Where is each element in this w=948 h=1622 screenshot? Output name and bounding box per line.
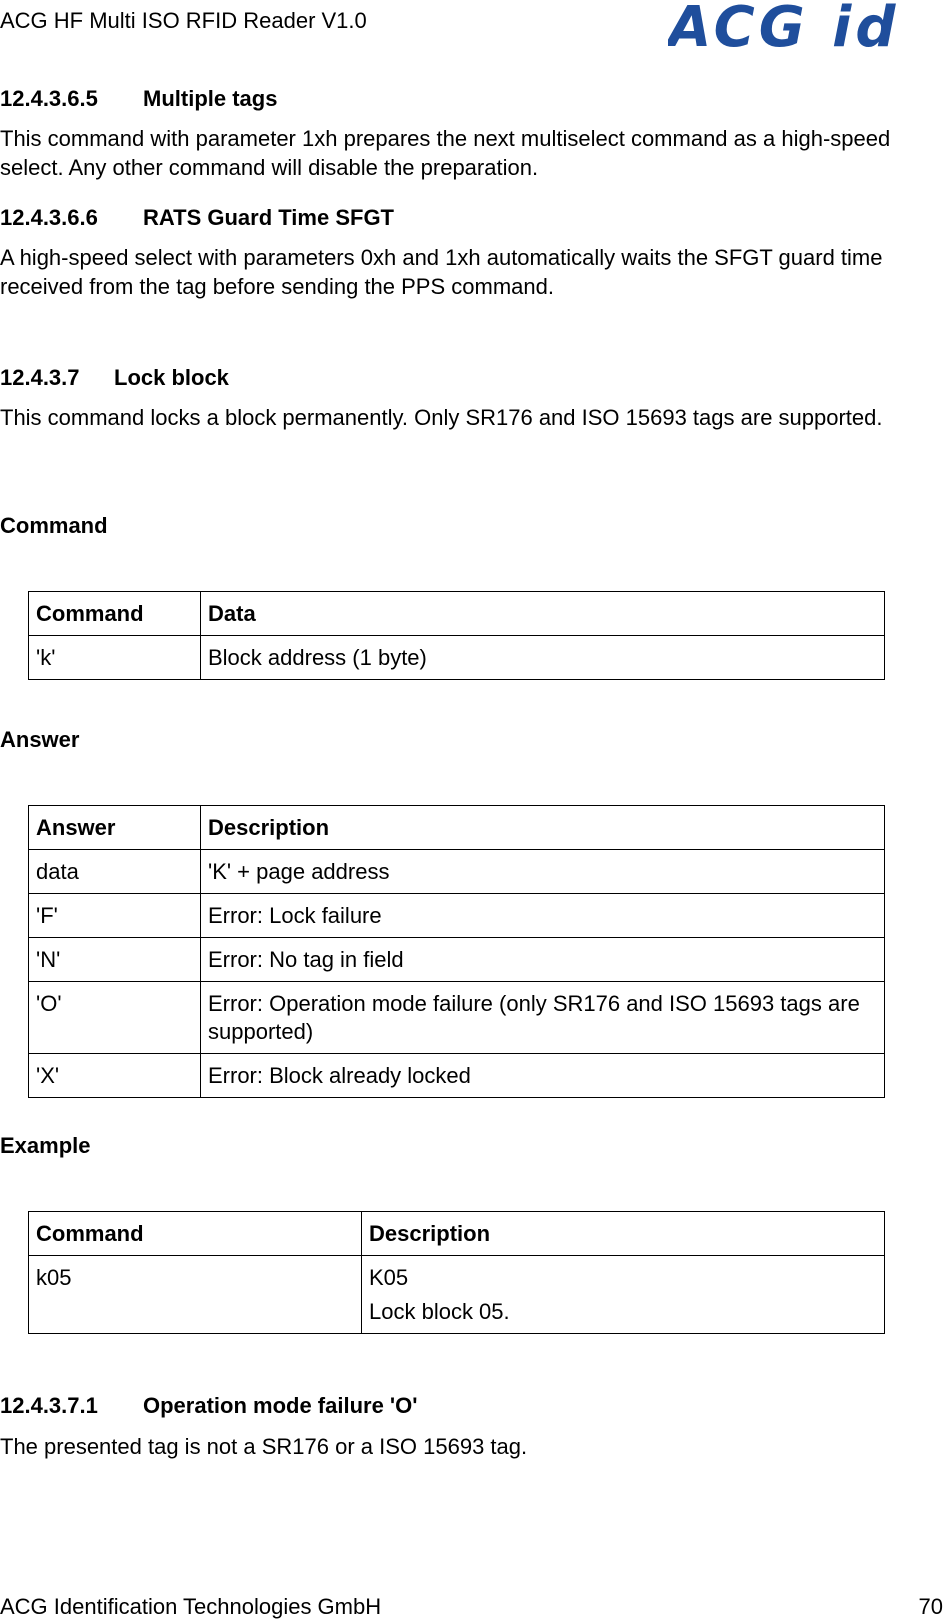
- table-cell: [362, 1256, 885, 1334]
- example-label: Example: [0, 1133, 91, 1158]
- table-header-row: [29, 1212, 885, 1256]
- table-cell: 'K' + page address: [201, 850, 885, 894]
- section-number: 12.4.3.6.6: [0, 205, 98, 230]
- paragraph-operation-mode-failure: The presented tag is not a SR176 or a ISO 15693 tag.: [0, 1434, 528, 1459]
- acg-id-logo: [668, 2, 918, 55]
- section-title: Operation mode failure 'O': [143, 1393, 418, 1418]
- table-header-row: [29, 806, 885, 850]
- table-row: [29, 982, 885, 1054]
- command-table: [28, 591, 885, 680]
- table-cell: Block address (1 byte): [201, 636, 885, 680]
- table-cell: 'F': [29, 894, 201, 938]
- table-row: [29, 894, 885, 938]
- answer-label: Answer: [0, 727, 80, 752]
- paragraph-multiple-tags: This command with parameter 1xh prepares the next multiselect command as a high-speed select. Any other command will disable the preparation.: [0, 126, 891, 180]
- table-cell: Error: No tag in field: [201, 938, 885, 982]
- table-cell: 'O': [29, 982, 201, 1054]
- table-cell: 'N': [29, 938, 201, 982]
- table-cell: Error: Lock failure: [201, 894, 885, 938]
- paragraph-lock-block: This command locks a block permanently. Only SR176 and ISO 15693 tags are supported.: [0, 405, 883, 430]
- section-heading-operation-mode-failure: [0, 1393, 418, 1419]
- table-row: [29, 1256, 885, 1334]
- table-row: [29, 636, 885, 680]
- section-number: 12.4.3.7: [0, 365, 80, 390]
- table-row: [29, 1054, 885, 1098]
- table-header-cell: Command: [29, 1212, 362, 1256]
- table-row: [29, 938, 885, 982]
- paragraph-rats-guard-time: A high-speed select with parameters 0xh and 1xh automatically waits the SFGT guard time received from the tag before sending the PPS command.: [0, 245, 883, 299]
- section-heading-rats-guard-time: [0, 205, 394, 231]
- table-cell: data: [29, 850, 201, 894]
- table-cell: k05: [29, 1256, 362, 1334]
- footer-company: ACG Identification Technologies GmbH: [0, 1594, 382, 1619]
- table-cell: Error: Block already locked: [201, 1054, 885, 1098]
- section-title: RATS Guard Time SFGT: [143, 205, 394, 230]
- section-number: 12.4.3.7.1: [0, 1393, 98, 1418]
- example-description: Lock block 05.: [369, 1299, 510, 1324]
- table-row: [29, 850, 885, 894]
- section-title: Lock block: [114, 365, 229, 390]
- svg-text:ACG id: ACG id: [668, 2, 900, 50]
- table-header-cell: Data: [201, 592, 885, 636]
- table-cell: Error: Operation mode failure (only SR176 and ISO 15693 tags are supported): [201, 982, 885, 1054]
- answer-table: [28, 805, 885, 1098]
- section-number: 12.4.3.6.5: [0, 86, 98, 111]
- table-cell: 'k': [29, 636, 201, 680]
- table-header-cell: Answer: [29, 806, 201, 850]
- command-label: Command: [0, 513, 108, 538]
- page-number: 70: [918, 1594, 943, 1619]
- table-header-cell: Description: [362, 1212, 885, 1256]
- example-table: [28, 1211, 885, 1334]
- table-header-row: [29, 592, 885, 636]
- section-heading-multiple-tags: [0, 86, 277, 112]
- table-cell: 'X': [29, 1054, 201, 1098]
- section-heading-lock-block: [0, 365, 229, 391]
- example-response: K05: [369, 1265, 409, 1290]
- section-title: Multiple tags: [143, 86, 278, 111]
- document-header-title: ACG HF Multi ISO RFID Reader V1.0: [0, 8, 367, 33]
- table-header-cell: Description: [201, 806, 885, 850]
- table-header-cell: Command: [29, 592, 201, 636]
